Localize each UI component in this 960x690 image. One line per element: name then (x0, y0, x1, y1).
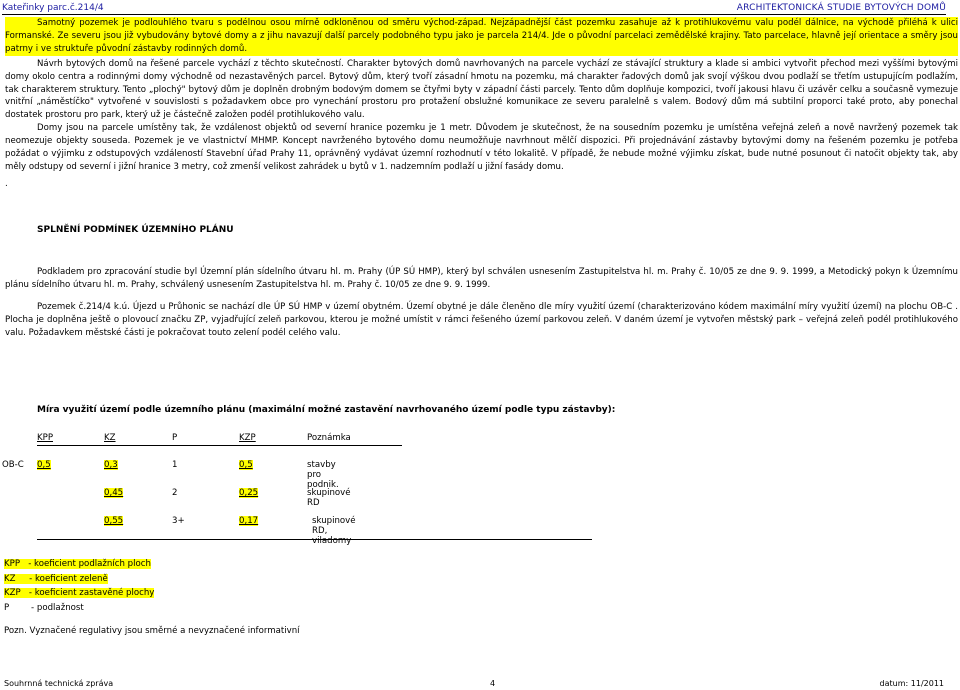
col-header-kpp: KPP (37, 433, 53, 443)
intro-dot: . (5, 178, 8, 189)
cell-p: 1 (172, 460, 178, 470)
legend-item-kpp: KPP - koeficient podlažních ploch (4, 559, 151, 569)
zone-label: OB-C (2, 460, 24, 470)
header-document-title: ARCHITEKTONICKÁ STUDIE BYTOVÝCH DOMŮ (736, 3, 946, 13)
section-paragraph-1: Podkladem pro zpracování studie byl Územní plán sídelního útvaru hl. m. Prahy (ÚP SÚ HMP), který byl schválen usnesením Zastupitelstva hl. m. Prahy č. 10/05 ze dne 9. 9. 1999, a Metodický pokyn k Územnímu plánu sídelního útvaru hl. m. Prahy, schválený usnesením Zastupitelstva hl. m. Prahy č. 10/05 ze dne 9. 9. 1999. (5, 267, 958, 290)
col-header-p: P (172, 433, 178, 443)
cell-kz: 0,3 (104, 460, 118, 470)
col-header-kzp: KZP (239, 433, 256, 443)
cell-kz: 0,55 (104, 516, 124, 526)
legend-item-kz: KZ - koeficient zeleně (4, 573, 108, 584)
cell-kzp: 0,25 (239, 488, 259, 498)
legend-item-kzp: KZP - koeficient zastavěné plochy (4, 588, 155, 598)
cell-kzp: 0,17 (239, 516, 259, 526)
header-underline (37, 445, 402, 446)
intro-paragraph-3: Domy jsou na parcele umístěny tak, že vzdálenost objektů od severní hranice pozemku je 1 metr. Důvodem je skutečnost, že na sousedním pozemku je umístěna veřejná zeleň a nově navržený pozemek tak neomezuje objekty souseda. Pozemek je ve vlastnictví MHMP. Koncept navrženého bytového domu neumožňuje navrhnout mělčí dispozici. Při projednávání zástavby bytovými domy na řešeném pozemku je potřeba požádat o výjimku z odstupových vzdáleností Stavební úřad Prahy 11, oprávněný vydávat územní rozhodnutí v této lokalitě. V případě, že nebude možné výjimku získat, bude nutné posunout či natočit objekty tak, aby měly odstupy od severní i jižní hranice 3 metry, což zmenší velikost zahrádek u bytů v 1. nadzemním podlaží u jižní fasády domu. (5, 123, 958, 172)
header-divider (2, 14, 946, 15)
regulation-note: Pozn. Vyznačené regulativy jsou směrné a nevyznačené informativní (4, 626, 300, 636)
cell-kzp: 0,5 (239, 460, 253, 470)
legend (4, 557, 154, 615)
page-number: 4 (490, 679, 496, 688)
col-header-kz: KZ (104, 433, 116, 443)
col-header-note: Poznámka (307, 433, 351, 443)
footer-left: Souhrnná technická zpráva (4, 679, 114, 688)
section-paragraph-2: Pozemek č.214/4 k.ú. Újezd u Průhonic se nachází dle ÚP SÚ HMP v území obytném. Území obytné je dále členěno dle míry využití území (charakterizováno kódem maximální míry využití území) na plochu OB-C . Plocha je doplněna ještě o plovoucí značku ZP, vyjadřující zeleň parkovou, kterou je možné umístit v rámci řešeného území parkovou zeleň. V daném území je vytvořen městský park – veřejná zeleň podél protihlukového valu. Požadavkem městské části je pokračovat touto zelení podél celého valu. (5, 301, 958, 338)
section-heading: SPLNĚNÍ PODMÍNEK ÚZEMNÍHO PLÁNU (37, 225, 234, 235)
table-title: Míra využití území podle územního plánu (maximální možné zastavění navrhovaného území podle typu zástavby): (37, 405, 616, 415)
intro-paragraph-1: Samotný pozemek je podlouhlého tvaru s podélnou osou mírně odkloněnou od směru východ-západ. Nejzápadnější část pozemku zasahuje až k protihlukovému valu podél dálnice, na východě přiléhá k ulici Formanské. Ze severu jsou již vybudovány bytové domy a z jihu navazují další parcely podobného typu jako je parcela 214/4. Jde o původní parcelaci zemědělské krajiny. Tato parcelace, hlavně její orientace a směry jsou patrny i ve struktuře původní zástavby rodinných domů. (5, 18, 958, 54)
intro-paragraph-2: Návrh bytových domů na řešené parcele vychází z těchto skutečností. Charakter bytových domů navrhovaných na parcele vychází ze stávající struktury a klade si ambici vytvořit přechod mezi vyššími bytovými domy okolo centra a rodinnými domy východně od nezastavěných parcel. Bytový dům, který tvoří zásadní hmotu na pozemku, má charakter řadových domů jak svojí výškou dvou podlaží se třetím ustupujícím podlažím, tak charakterem struktury. Tento „plochý" bytový dům je doplněn drobným bodovým domem se čtyřmi byty v západní části parcely. Tento dům doplňuje kompozici, tvoří jakousi hlavu či uzávěr celku a současně vymezuje vnitřní „náměstíčko" vytvořené v souvislosti s požadavkem obce pro vynechání prostoru pro protažení obslužné komunikace ze severu paralelně s valem. Bodový dům má subtilní proporci také proto, aby ponechal dostatek prostoru pro park, který už je částečně založen podél protihlukového valu. (5, 58, 958, 121)
section-text (5, 266, 958, 340)
footer-date: datum: 11/2011 (879, 679, 944, 688)
table-bottom-rule (37, 539, 592, 540)
legend-item-p: P - podlažnost (4, 602, 84, 613)
cell-kpp: 0,5 (37, 460, 51, 470)
cell-note: skupinové RD (307, 488, 351, 508)
cell-p: 3+ (172, 516, 185, 526)
cell-note: stavby pro podnik. (307, 460, 339, 490)
cell-kz: 0,45 (104, 488, 124, 498)
header-project-name: Kateřinky parc.č.214/4 (2, 3, 104, 13)
cell-note: skupinové RD, viladomy (312, 516, 356, 546)
cell-p: 2 (172, 488, 178, 498)
intro-text (5, 17, 958, 191)
